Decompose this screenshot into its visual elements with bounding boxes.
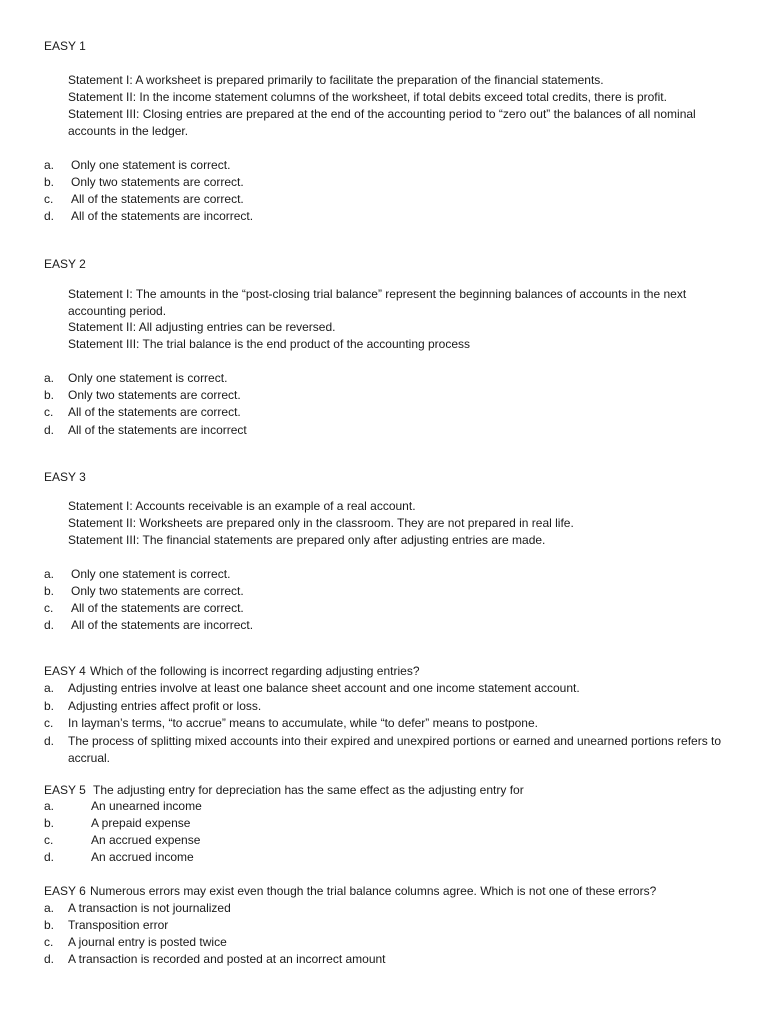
option-letter: a. — [44, 799, 55, 813]
easy6-question: Numerous errors may exist even though the trial balance columns agree. Which is not one of these errors? — [90, 884, 657, 898]
option-letter: b. — [44, 699, 55, 713]
option-text: All of the statements are incorrect — [68, 423, 247, 437]
option-text: All of the statements are correct. — [71, 192, 244, 206]
option-text: An accrued income — [91, 850, 194, 864]
option-letter: a. — [44, 681, 55, 695]
easy2-statement-2: Statement II: All adjusting entries can be reversed. — [68, 320, 336, 334]
option-letter: b. — [44, 918, 55, 932]
option-text: Adjusting entries affect profit or loss. — [68, 699, 262, 713]
easy3-heading: EASY 3 — [44, 470, 86, 484]
option-text: Only two statements are correct. — [71, 175, 244, 189]
easy3-statement-1: Statement I: Accounts receivable is an example of a real account. — [68, 499, 416, 513]
option-letter: d. — [44, 423, 55, 437]
easy2-statement-1: Statement I: The amounts in the “post-closing trial balance” represent the beginning balances of accounts in the next accounting period. — [68, 287, 687, 318]
easy5-heading: EASY 5 — [44, 783, 86, 797]
option-text: A prepaid expense — [91, 816, 191, 830]
option-letter: b. — [44, 816, 55, 830]
easy4-question: Which of the following is incorrect regarding adjusting entries? — [90, 664, 420, 678]
option-text: Only two statements are correct. — [68, 388, 241, 402]
option-letter: b. — [44, 175, 55, 189]
option-letter: a. — [44, 371, 55, 385]
option-text: Only one statement is correct. — [68, 371, 228, 385]
option-text: A transaction is recorded and posted at an incorrect amount — [68, 952, 386, 966]
option-letter: c. — [44, 716, 54, 730]
option-letter: c. — [44, 192, 54, 206]
option-text: Only one statement is correct. — [71, 158, 231, 172]
option-text: A transaction is not journalized — [68, 901, 231, 915]
easy6-heading: EASY 6 — [44, 884, 86, 898]
option-text: All of the statements are incorrect. — [71, 209, 254, 223]
option-letter: c. — [44, 405, 54, 419]
option-text: The process of splitting mixed accounts into their expired and unexpired portions or earned and unearned portions refers to accrual. — [68, 734, 722, 765]
option-letter: d. — [44, 734, 55, 748]
option-letter: d. — [44, 850, 55, 864]
option-text: In layman’s terms, “to accrue” means to accumulate, while “to defer” means to postpone. — [68, 716, 538, 730]
option-letter: a. — [44, 901, 55, 915]
option-text: All of the statements are correct. — [68, 405, 241, 419]
option-letter: c. — [44, 833, 54, 847]
option-letter: c. — [44, 935, 54, 949]
option-text: Transposition error — [68, 918, 169, 932]
easy3-statement-2: Statement II: Worksheets are prepared only in the classroom. They are not prepared in real life. — [68, 516, 574, 530]
option-letter: d. — [44, 618, 55, 632]
option-letter: c. — [44, 601, 54, 615]
easy1-statement-3: Statement III: Closing entries are prepared at the end of the accounting period to “zero out” the balances of all nominal accounts in the ledger. — [68, 107, 696, 138]
option-letter: b. — [44, 584, 55, 598]
option-text: Only one statement is correct. — [71, 567, 231, 581]
easy1-heading: EASY 1 — [44, 39, 86, 53]
option-letter: d. — [44, 952, 55, 966]
option-text: Adjusting entries involve at least one balance sheet account and one income statement account. — [68, 681, 580, 695]
easy3-statement-3: Statement III: The financial statements are prepared only after adjusting entries are made. — [68, 533, 546, 547]
option-text: An accrued expense — [91, 833, 201, 847]
easy2-heading: EASY 2 — [44, 257, 86, 271]
option-text: All of the statements are correct. — [71, 601, 244, 615]
easy1-statement-2: Statement II: In the income statement columns of the worksheet, if total debits exceed total credits, there is profit. — [68, 90, 667, 104]
option-text: An unearned income — [91, 799, 202, 813]
easy5-question: The adjusting entry for depreciation has the same effect as the adjusting entry for — [93, 783, 524, 797]
option-letter: a. — [44, 158, 55, 172]
option-letter: d. — [44, 209, 55, 223]
option-text: All of the statements are incorrect. — [71, 618, 254, 632]
easy2-statement-3: Statement III: The trial balance is the end product of the accounting process — [68, 337, 471, 351]
easy4-heading: EASY 4 — [44, 664, 86, 678]
option-text: A journal entry is posted twice — [68, 935, 227, 949]
option-letter: a. — [44, 567, 55, 581]
option-letter: b. — [44, 388, 55, 402]
easy1-statement-1: Statement I: A worksheet is prepared primarily to facilitate the preparation of the financial statements. — [68, 73, 604, 87]
option-text: Only two statements are correct. — [71, 584, 244, 598]
